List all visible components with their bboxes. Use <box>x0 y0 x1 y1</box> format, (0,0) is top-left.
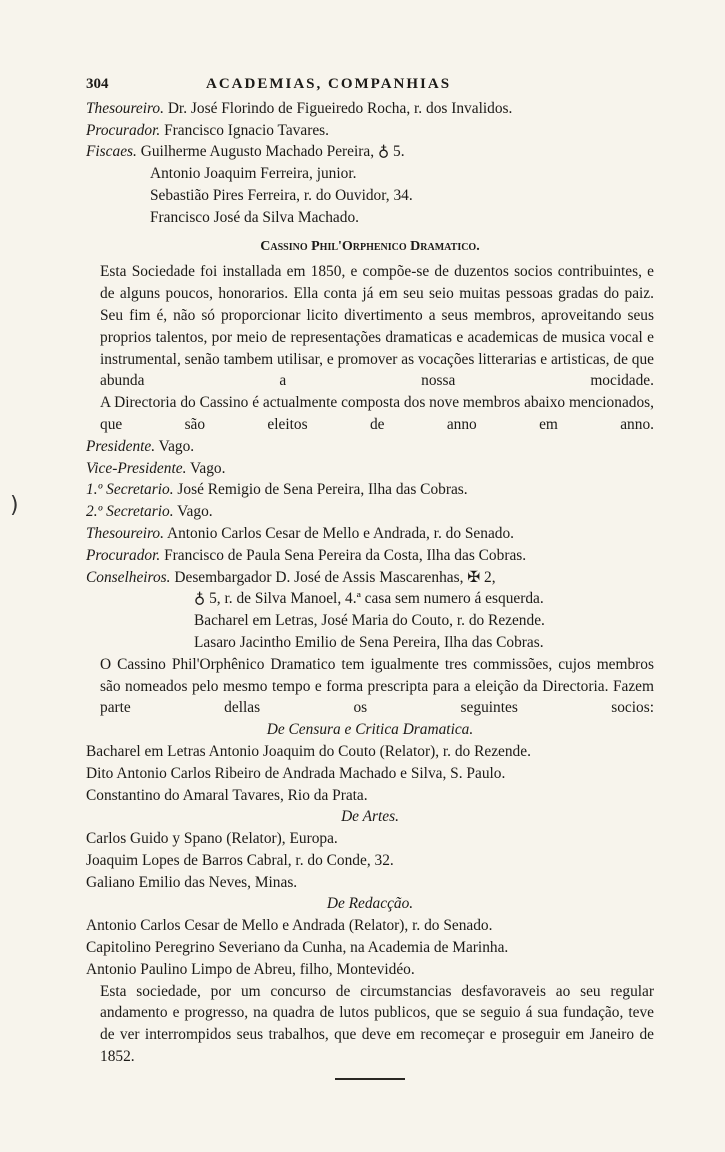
directory-entry: Procurador. Francisco de Paula Sena Pereira da Costa, Ilha das Cobras. <box>86 546 527 564</box>
directory-entry: 1.º Secretario. José Remigio de Sena Pereira, Ilha das Cobras. <box>86 481 468 499</box>
censura-member: Constantino do Amaral Tavares, Rio da Prata. <box>86 786 368 804</box>
directory-list <box>86 436 654 654</box>
officer-line <box>86 141 654 163</box>
directory-entry: 2.º Secretario. Vago. <box>86 503 213 521</box>
conselheiro-entry: Lasaro Jacintho Emilio de Sena Pereira, Ilha das Cobras. <box>194 633 544 651</box>
directory-paragraph: A Directoria do Cassino é actualmente composta dos nove membros abaixo mencionados, que são eleitos de anno em anno. <box>100 394 654 433</box>
closing-paragraph: Esta sociedade, por um concurso de circumstancias desfavoraveis ao seu regular andamento e progresso, na quadra de lutos publicos, que se seguio á sua fundação, teve de ver interrompidos seus trabalhos, que deve em recomeçar e proseguir em Janeiro de 1852. <box>100 982 654 1066</box>
officers-top <box>86 98 654 229</box>
officer-line <box>86 120 654 142</box>
page-header <box>86 74 654 96</box>
officer-text: Guilherme Augusto Machado Pereira, ♁ 5. <box>140 143 405 161</box>
artes-member: Carlos Guido y Spano (Relator), Europa. <box>86 830 338 848</box>
censura-member: Dito Antonio Carlos Ribeiro de Andrada Machado e Silva, S. Paulo. <box>86 764 506 782</box>
margin-mark: ) <box>10 493 19 518</box>
conselheiro-entry: ♁ 5, r. de Silva Manoel, 4.ª casa sem numero á esquerda. <box>194 590 544 608</box>
end-rule <box>335 1078 405 1080</box>
officer-line <box>86 98 654 120</box>
redaccao-member: Capitolino Peregrino Severiano da Cunha, na Academia de Marinha. <box>86 939 509 957</box>
officer-role: Fiscaes. <box>86 143 137 161</box>
officer-line: Francisco José da Silva Machado. <box>150 208 360 226</box>
officer-line: Sebastião Pires Ferreira, r. do Ouvidor, 34. <box>150 186 413 204</box>
commissions-paragraph: O Cassino Phil'Orphênico Dramatico tem igualmente tres commissões, cujos membros são nomeados pelo mesmo tempo e forma prescripta para a eleição da Directoria. Fazem parte dellas os seguintes socios: <box>100 655 654 717</box>
redaccao-title: De Redacção. <box>326 895 414 913</box>
redaccao-member: Antonio Paulino Limpo de Abreu, filho, Montevidéo. <box>86 960 415 978</box>
artes-member: Galiano Emilio das Neves, Minas. <box>86 873 298 891</box>
page-body <box>86 74 654 1080</box>
section-title: Cassino Phil'Orphenico Dramatico. <box>260 238 480 254</box>
directory-entry: Conselheiros. Desembargador D. José de Assis Mascarenhas, ✠ 2, <box>86 568 496 586</box>
intro-paragraph: Esta Sociedade foi installada em 1850, e compõe-se de duzentos socios contribuintes, e de alguns poucos, honorarios. Ella conta já em seu seio muitas pessoas gradas do paiz. Seu fim é, não só proporcionar licito divertimento a seus membros, aproveitando seus proprios talentos, por meio de representações dramaticas e academicas de musica vocal e instrumental, senão tambem utilisar, e promover as vocações litterarias e artisticas, de que abunda a nossa mocidade. <box>100 263 654 390</box>
officer-text: Francisco Ignacio Tavares. <box>164 121 329 139</box>
officer-line: Antonio Joaquim Ferreira, junior. <box>150 165 357 183</box>
artes-title: De Artes. <box>341 808 399 826</box>
directory-entry: Vice-Presidente. Vago. <box>86 459 226 477</box>
censura-title: De Censura e Critica Dramatica. <box>266 721 474 739</box>
officer-role: Thesoureiro. <box>86 99 164 117</box>
officer-text: Dr. José Florindo de Figueiredo Rocha, r. dos Invalidos. <box>167 99 513 117</box>
officer-role: Procurador. <box>86 121 161 139</box>
conselheiro-entry: Bacharel em Letras, José Maria do Couto, r. do Rezende. <box>194 612 545 630</box>
running-head: ACADEMIAS, COMPANHIAS <box>206 76 452 92</box>
censura-member: Bacharel em Letras Antonio Joaquim do Couto (Relator), r. do Rezende. <box>86 742 531 760</box>
directory-entry: Thesoureiro. Antonio Carlos Cesar de Mello e Andrada, r. do Senado. <box>86 524 515 542</box>
artes-member: Joaquim Lopes de Barros Cabral, r. do Conde, 32. <box>86 851 394 869</box>
directory-entry: Presidente. Vago. <box>86 437 195 455</box>
redaccao-member: Antonio Carlos Cesar de Mello e Andrada (Relator), r. do Senado. <box>86 917 493 935</box>
page-number: 304 <box>86 76 109 92</box>
